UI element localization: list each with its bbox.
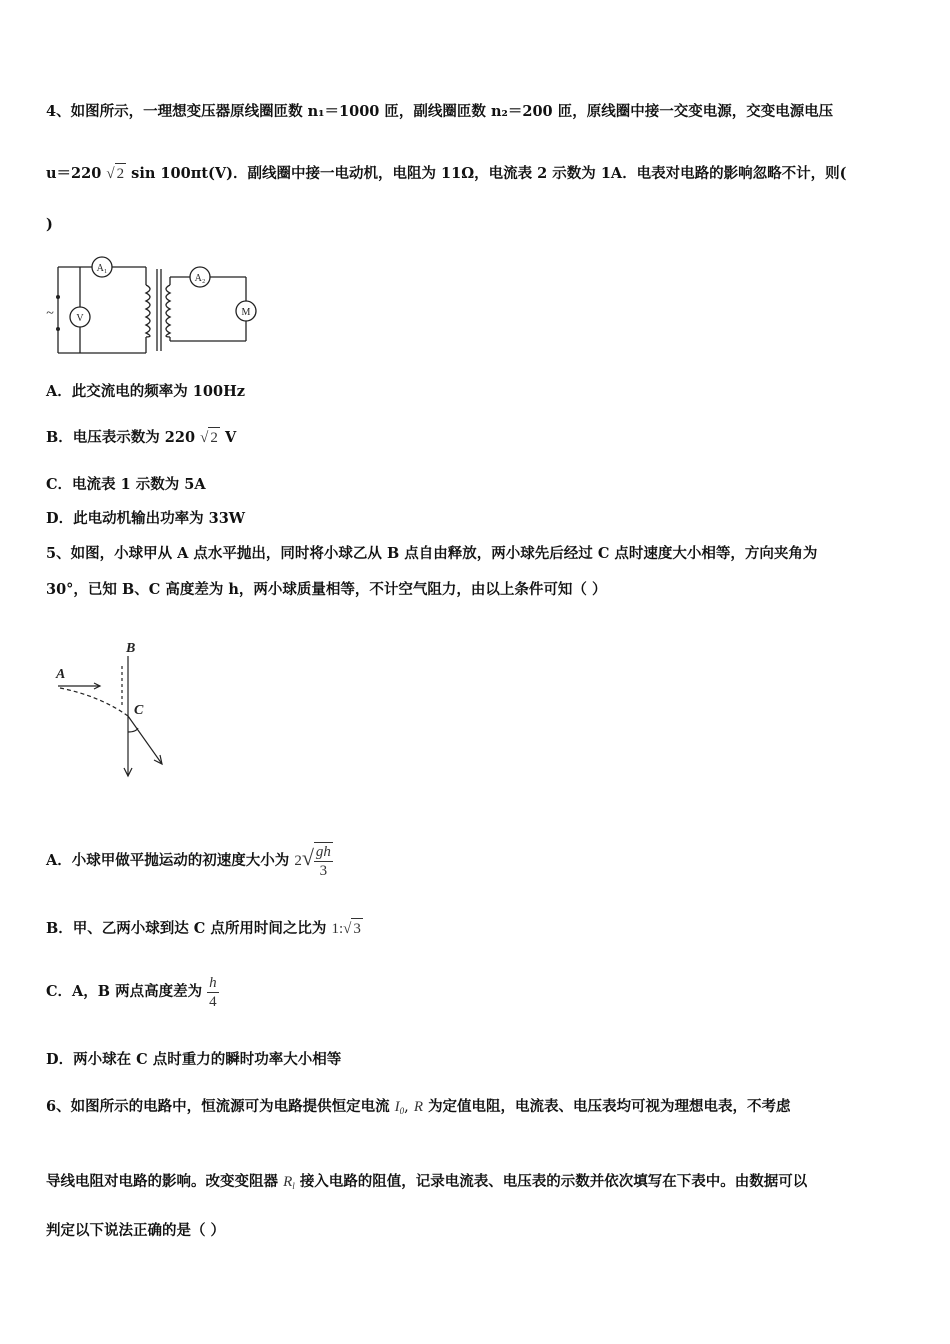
- q5-option-d[interactable]: D．两小球在 C 点时重力的瞬时功率大小相等: [46, 1051, 342, 1068]
- q6-current-letter: I: [394, 1099, 400, 1115]
- q4-option-d[interactable]: D．此电动机输出功率为 33W: [46, 510, 246, 527]
- q6-stem-line1: 6、如图所示的电路中，恒流源可为电路提供恒定电流 $I_0$, R 为定值电阻，电流表、电压表均可视为理想电表，不考虑: [46, 1098, 791, 1116]
- q4-transformer-circuit-figure: [40, 255, 270, 363]
- q4-sqrt-value: 2: [115, 163, 127, 184]
- q5-option-a-numerator: gh: [315, 844, 331, 860]
- q6-stem-line1-post: 为定值电阻，电流表、电压表均可视为理想电表，不考虑: [428, 1098, 791, 1115]
- q5-option-c-fraction: [207, 974, 219, 1011]
- q5-point-b-label: B: [126, 641, 136, 656]
- q4-sqrt-expression: √ 2: [106, 166, 126, 182]
- q6-stem-line2: [46, 1172, 807, 1196]
- q6-rheostat-subscript: l: [292, 1181, 295, 1191]
- q6-current-subscript: 0: [399, 1106, 405, 1116]
- q5-option-b-ratio-left: 1:: [331, 921, 344, 937]
- q5-stem-line1: 5、如图，小球甲从 A 点水平抛出，同时将小球乙从 B 点自由释放，两小球先后经过 C 点时速度大小相等，方向夹角为: [46, 545, 818, 562]
- q5-option-a-denominator: 3: [319, 863, 328, 879]
- q5-option-a-fraction: [314, 842, 333, 880]
- q5-option-a-coefficient: 2: [294, 853, 302, 869]
- q6-stem-line3: 判定以下说法正确的是（ ）: [46, 1222, 226, 1239]
- q5-option-a-radical-sign: √: [301, 845, 314, 870]
- q4-option-b-sqrt-value: 2: [208, 427, 220, 448]
- q5-option-a-text: A．小球甲做平抛运动的初速度大小为: [46, 852, 290, 869]
- q5-option-a[interactable]: [46, 838, 333, 878]
- q5-option-c-denominator: 4: [209, 993, 217, 1010]
- q5-point-c-label: C: [134, 703, 144, 718]
- q6-resistor-symbol: R: [413, 1099, 423, 1115]
- q5-option-b-ratio: 1:√ 3: [331, 921, 362, 937]
- q5-stem-line2: 30°，已知 B、C 高度差为 h，两小球质量相等，不计空气阻力，由以上条件可知（ ）: [46, 581, 607, 598]
- q5-projectile-figure: [50, 636, 180, 786]
- q5-option-b[interactable]: [46, 918, 363, 939]
- q4-option-a[interactable]: A．此交流电的频率为 100Hz: [46, 383, 245, 400]
- q4-voltmeter-label: V: [76, 313, 84, 324]
- q4-ammeter-1-label: A₁: [96, 263, 108, 274]
- q5-option-c-text: C．A，B 两点高度差为: [46, 983, 203, 1000]
- q4-ac-source-symbol: ~: [46, 306, 54, 321]
- q4-motor-label: M: [241, 307, 251, 318]
- q6-stem-line2-pre: 导线电阻对电路的影响。改变变阻器: [46, 1173, 278, 1190]
- q4-option-b-sqrt: √ 2: [200, 430, 220, 446]
- q5-option-b-text: B．甲、乙两小球到达 C 点所用时间之比为: [46, 920, 327, 937]
- q6-current-symbol: [395, 1099, 405, 1115]
- q6-rheostat-symbol: [283, 1174, 295, 1190]
- q5-option-c-numerator: h: [209, 974, 217, 991]
- q4-option-b-text: B．电压表示数为 220: [46, 429, 196, 446]
- q6-rheostat-letter: R: [283, 1174, 293, 1190]
- q4-stem-line2-rest: sin 100πt(V)．副线圈中接一电动机，电阻为 11Ω，电流表 2 示数为 1A．电表对电路的影响忽略不计，则(: [131, 165, 847, 182]
- q4-option-c[interactable]: C．电流表 1 示数为 5A: [46, 476, 206, 493]
- q4-stem-line3: ): [46, 216, 53, 233]
- q5-option-c[interactable]: [46, 970, 219, 1014]
- q4-voltage-prefix: u＝220: [46, 165, 102, 182]
- q4-option-b[interactable]: [46, 427, 236, 448]
- q4-ammeter-2-label: A₂: [194, 273, 206, 284]
- q4-option-b-unit: V: [224, 429, 237, 446]
- q4-stem-line1: 4、如图所示，一理想变压器原线圈匝数 n₁＝1000 匝，副线圈匝数 n₂＝200 匝，原线圈中接一交变电源，交变电源电压: [46, 103, 834, 120]
- q6-stem-line2-post: 接入电路的阻值，记录电流表、电压表的示数并依次填写在下表中。由数据可以: [299, 1173, 808, 1190]
- q5-option-b-sqrt-value: 3: [351, 918, 363, 939]
- q5-point-a-label: A: [56, 667, 66, 682]
- q4-stem-line2: [46, 163, 847, 184]
- q6-stem-line1-pre: 6、如图所示的电路中，恒流源可为电路提供恒定电流: [46, 1098, 390, 1115]
